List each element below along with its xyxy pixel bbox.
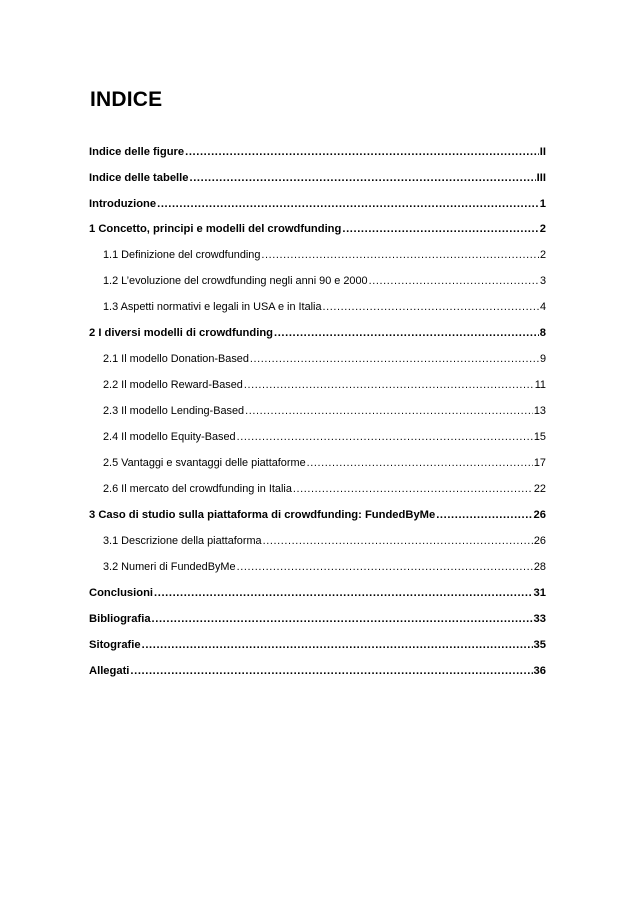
toc-entry-label: 3 Caso di studio sulla piattaforma di crowdfunding: FundedByMe [89,509,436,521]
toc-entry-page: 1 [539,198,546,210]
dot-leader [130,663,532,679]
toc-entry-allegati[interactable] [89,663,546,679]
toc-entry-page: 8 [539,327,546,339]
page-title: INDICE [90,88,163,111]
dot-leader [369,273,539,289]
toc-entry-page: 28 [533,561,546,573]
toc-entry-page: 2 [539,249,546,261]
toc-entry-page: 17 [533,457,546,469]
toc-entry-section-2-4[interactable] [103,429,546,445]
toc-entry-bibliografia[interactable] [89,611,546,627]
toc-entry-label: Bibliografia [89,613,151,625]
dot-leader [307,455,533,471]
toc-entry-label: 1.3 Aspetti normativi e legali in USA e in Italia [103,301,322,313]
dot-leader [342,221,538,237]
toc-entry-page: 36 [533,665,546,677]
toc-entry-label: 3.2 Numeri di FundedByMe [103,561,236,573]
toc-entry-label: 2.3 Il modello Lending-Based [103,405,245,417]
toc-entry-page: III [536,172,546,184]
toc-entry-label: 2 I diversi modelli di crowdfunding [89,327,273,339]
toc-entry-section-2-2[interactable] [103,377,546,393]
toc-entry-label: Sitografie [89,639,141,651]
toc-entry-chapter-1[interactable] [89,221,546,237]
toc-entry-page: 2 [539,223,546,235]
toc-entry-label: 1.1 Definizione del crowdfunding [103,249,261,261]
toc-entry-page: II [539,146,546,158]
dot-leader [237,429,533,445]
toc-entry-section-3-1[interactable] [103,533,546,549]
toc-entry-page: 33 [533,613,546,625]
dot-leader [157,196,539,212]
toc-entry-page: 22 [533,483,546,495]
toc-entry-indice-tabelle[interactable] [89,170,546,186]
toc-entry-section-2-1[interactable] [103,351,546,367]
toc-entry-label: Allegati [89,665,130,677]
toc-entry-sitografie[interactable] [89,637,546,653]
toc-entry-label: 2.1 Il modello Donation-Based [103,353,249,365]
dot-leader [323,299,539,315]
dot-leader [263,533,533,549]
dot-leader [152,611,533,627]
toc-entry-section-1-1[interactable] [103,247,546,263]
toc-entry-page: 11 [534,379,546,391]
toc-entry-label: 2.4 Il modello Equity-Based [103,431,236,443]
toc-entry-section-2-5[interactable] [103,455,546,471]
toc-entry-label: 1 Concetto, principi e modelli del crowdfunding [89,223,342,235]
toc-entry-label: 2.6 Il mercato del crowdfunding in Italia [103,483,292,495]
toc-entry-label: Indice delle tabelle [89,172,189,184]
toc-entry-page: 31 [533,587,546,599]
toc-entry-page: 15 [533,431,546,443]
dot-leader [185,144,539,160]
toc-entry-section-1-2[interactable] [103,273,546,289]
toc-entry-page: 26 [533,509,546,521]
dot-leader [245,403,533,419]
toc-entry-section-1-3[interactable] [103,299,546,315]
toc-entry-page: 9 [539,353,546,365]
dot-leader [250,351,539,367]
dot-leader [237,559,533,575]
dot-leader [293,481,533,497]
toc-entry-page: 3 [539,275,546,287]
dot-leader [142,637,533,653]
toc-entry-section-2-3[interactable] [103,403,546,419]
toc-entry-section-2-6[interactable] [103,481,546,497]
toc-entry-label: 2.2 Il modello Reward-Based [103,379,243,391]
toc-entry-conclusioni[interactable] [89,585,546,601]
toc-entry-page: 35 [533,639,546,651]
dot-leader [261,247,539,263]
toc-entry-page: 26 [533,535,546,547]
toc-entry-chapter-3[interactable] [89,507,546,523]
toc-entry-introduzione[interactable] [89,196,546,212]
dot-leader [436,507,532,523]
toc-entry-label: Indice delle figure [89,146,185,158]
dot-leader [154,585,533,601]
toc-entry-page: 4 [539,301,546,313]
dot-leader [244,377,534,393]
toc-entry-chapter-2[interactable] [89,325,546,341]
toc-entry-section-3-2[interactable] [103,559,546,575]
toc-entry-label: 3.1 Descrizione della piattaforma [103,535,262,547]
dot-leader [189,170,535,186]
toc-entry-label: 2.5 Vantaggi e svantaggi delle piattaforme [103,457,306,469]
dot-leader [274,325,539,341]
toc-entry-label: 1.2 L’evoluzione del crowdfunding negli anni 90 e 2000 [103,275,368,287]
toc-entry-indice-figure[interactable] [89,144,546,160]
toc-entry-label: Introduzione [89,198,157,210]
toc-entry-label: Conclusioni [89,587,154,599]
toc-entry-page: 13 [533,405,546,417]
